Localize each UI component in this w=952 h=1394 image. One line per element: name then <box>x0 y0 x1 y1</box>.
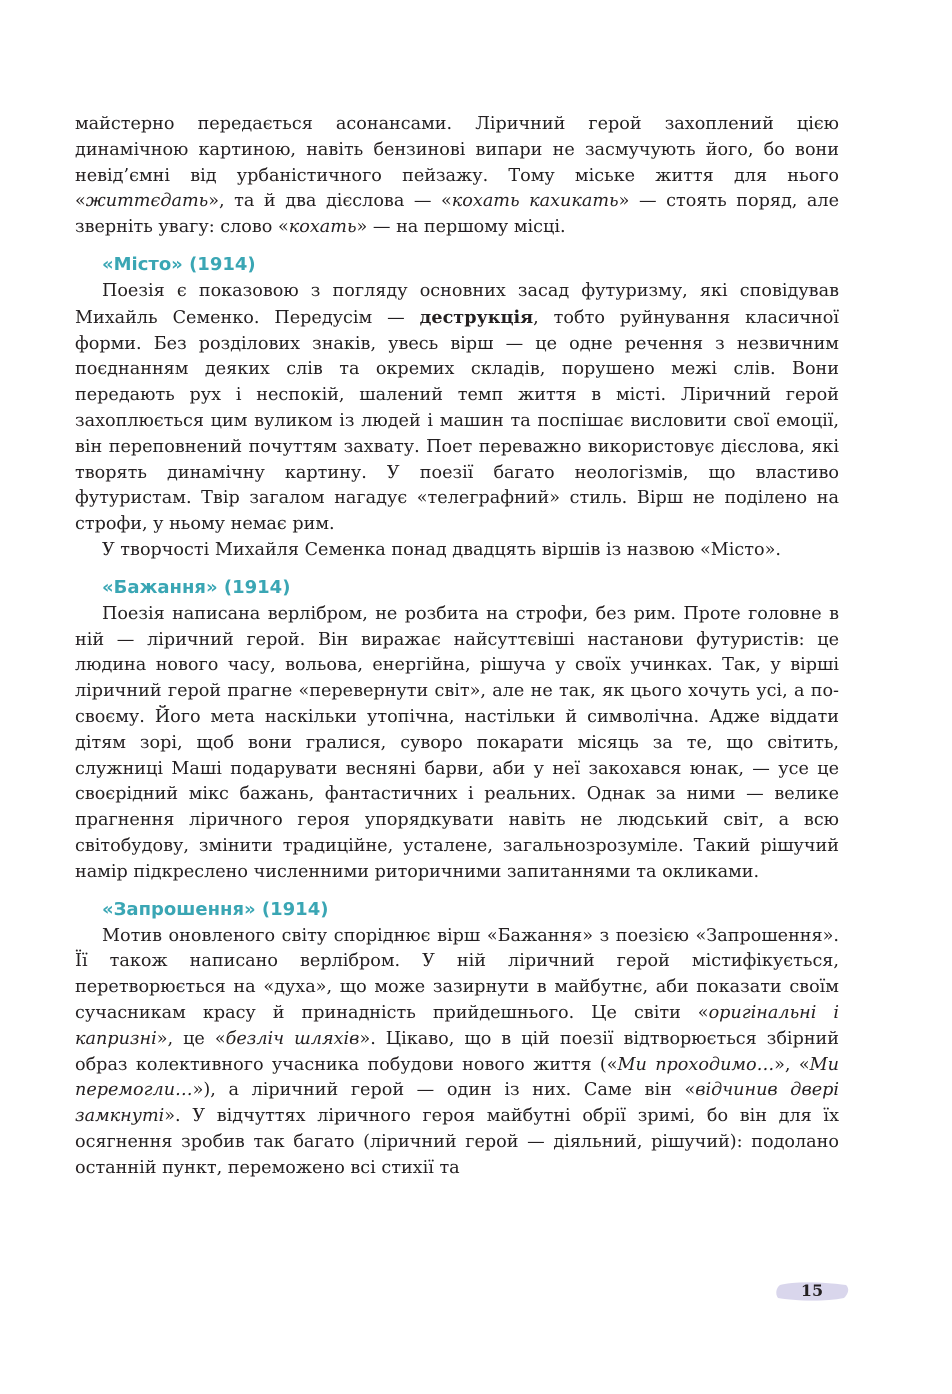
text: », та й два дієслова — « <box>208 191 452 212</box>
page-content <box>75 112 839 1181</box>
quote: Ми перемогли… <box>75 1054 839 1101</box>
text: » — стоять поряд, але зверніть увагу: слово « <box>75 191 840 238</box>
quote: відчинив двері замкнуті <box>75 1080 839 1127</box>
misto-paragraph-2: У творчості Михайля Семенка понад двадцять віршів із назвою «Місто». <box>102 539 781 560</box>
text: »), а ліричний герой — один із них. Саме він « <box>192 1080 696 1101</box>
text: ». Цікаво, що в цій поезії відтворюється збірний образ колективного учасника побудови нового життя (« <box>75 1028 840 1075</box>
text: , тобто руйнування класичної форми. Без розділових знаків, увесь вірш — це одне речення з незвичним поєднанням деяких слів та окремих складів, порушено межі слів. Вони передають рух і неспокій, шалений темп життя в місті. Ліричний герой захоплюється цим вуликом із людей і машин та поспішає висловити свої емоції, він переповнений почуттям захвату. Поет переважно використовує дієслова, які творять динамічну картину. У поезії багато неологізмів, що властиво футуристам. Твір загалом нагадує «телеграфний» стиль. Вірш не поділено на строфи, у ньому немає рим. <box>75 307 839 535</box>
term-bold: деструкція <box>419 306 534 328</box>
text: », « <box>774 1054 810 1075</box>
section-heading-zaproshennia: «Запрошення» (1914) <box>102 898 329 920</box>
quote: Ми проходимо… <box>617 1054 775 1075</box>
section-heading-misto: «Місто» (1914) <box>102 253 256 275</box>
quote: кохать <box>288 217 357 238</box>
intro-paragraph <box>75 112 839 241</box>
text: » — на першому місці. <box>356 217 566 238</box>
page-number-badge <box>774 1279 850 1303</box>
quote: безліч шляхів <box>225 1028 360 1049</box>
bazhannia-paragraph: Поезія написана верлібром, не розбита на строфи, без рим. Проте головне в ній — ліричний герой. Він виражає найсуттєвіші настанови футуристів: це людина нового часу, вольова, енергійна, рішуча у своїх учинках. Так, у вірші ліричний герой прагне «перевернути світ», але не так, як цього хочуть усі, а по-своєму. Його мета наскільки утопічна, настільки й символічна. Адже віддати дітям зорі, щоб вони гралися, суворо покарати місяць за те, що світить, служниці Маші подарувати весняні барви, аби у неї закохався юнак, — усе це своєрідний мікс бажань, фантастичних і реальних. Однак за ними — велике прагнення ліричного героя упорядкувати навіть не людський світ, а всю світобудову, змінити традиційне, усталене, загальнозрозуміле. Такий рішучий намір підкреслено численними риторичними запитаннями та окликами. <box>75 603 839 882</box>
zaproshennia-paragraph <box>75 924 839 1182</box>
text: », це « <box>156 1028 226 1049</box>
quote: оригінальні і капризні <box>75 1002 839 1049</box>
page-number: 15 <box>800 1281 824 1300</box>
text: Поезія є показовою з погляду основних засад футуризму, які сповідував Михайль Семенко. Передусім — <box>75 280 839 328</box>
text: Мотив оновленого світу споріднює вірш «Бажання» з поезією «Запрошення». Її також написано верлібром. У ній ліричний герой містифікується, перетворюється на «духа», що може зазирнути в майбутнє, аби показати своїм сучасникам красу й принадність прийдешнього. Це світи « <box>75 925 839 1023</box>
quote: життєдать <box>85 191 209 212</box>
text: ». У відчуттях ліричного героя майбутні обрії зримі, бо він для їх осягнення зробив так багато (ліричний герой — діяльний, рішучий): подолано останній пункт, переможено всі стихії та <box>75 1106 839 1178</box>
misto-paragraph-1 <box>75 279 839 538</box>
text: майстерно передається асонансами. Ліричний герой захоплений цією динамічною картиною, навіть бензинові випари не засмучують його, бо вони невід’ємні від урбаністичного пейзажу. Тому міське життя для нього « <box>75 114 839 212</box>
section-heading-bazhannia: «Бажання» (1914) <box>102 576 291 598</box>
quote: кохать кахикать <box>451 191 619 212</box>
